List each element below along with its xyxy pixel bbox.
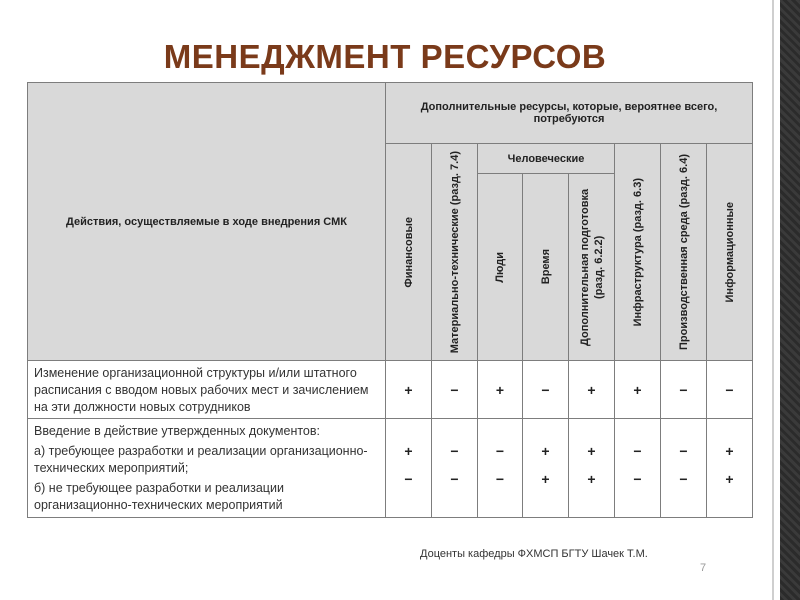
table-cell (568, 360, 615, 419)
sign-mark: + (725, 471, 734, 487)
sign-mark: − (450, 381, 459, 398)
sign-mark: − (450, 443, 459, 459)
human-header (477, 143, 615, 174)
column-header-text: Дополнительная подготовка (разд. 6.2.2) (578, 188, 605, 346)
action-text-line: Изменение организационной структуры и/или штатного расписания с вводом новых рабочих мест и зачислением на эти должности новых сотрудников (34, 366, 369, 414)
column-header-text: Люди (494, 251, 506, 283)
action-text-line: Введение в действие утвержденных документов: (34, 424, 320, 438)
sign-mark: − (450, 471, 459, 487)
column-header-text: Материально-технические (разд. 7.4) (448, 150, 461, 354)
decorative-sidebar (780, 0, 800, 600)
table-cell (614, 360, 661, 419)
table-cell (614, 418, 661, 518)
table-cell (660, 418, 707, 518)
sign-mark: + (587, 443, 596, 459)
column-header (660, 143, 707, 361)
action-header-text: Действия, осуществляемые в ходе внедрения СМК (66, 215, 347, 228)
column-header-text: Финансовые (402, 216, 415, 288)
table-cell (385, 418, 432, 518)
page-number: 7 (700, 562, 707, 574)
human-header-text: Человеческие (507, 152, 585, 165)
sign-mark: + (404, 443, 413, 459)
table-cell (431, 418, 478, 518)
column-header (477, 173, 523, 361)
sign-mark: + (633, 381, 642, 398)
column-header (614, 143, 661, 361)
sidebar-divider (772, 0, 774, 600)
column-header-text: Информационные (723, 201, 736, 303)
column-header (522, 173, 569, 361)
sign-mark: − (679, 471, 688, 487)
table-cell (706, 360, 753, 419)
column-header-text: Производственная среда (разд. 6.4) (677, 154, 690, 350)
sign-mark: − (633, 443, 642, 459)
sign-mark: + (587, 471, 596, 487)
column-header-text: Время (539, 249, 552, 285)
table-cell (477, 418, 523, 518)
table-cell (706, 418, 753, 518)
sign-mark: + (404, 381, 413, 398)
action-header (27, 82, 386, 361)
sign-mark: + (587, 381, 596, 398)
action-text-line: б) не требующее разработки и реализации организационно-технических мероприятий (34, 481, 284, 512)
table-cell (568, 418, 615, 518)
sign-mark: − (679, 443, 688, 459)
table-cell (660, 360, 707, 419)
sign-mark: − (679, 381, 688, 398)
sign-mark: + (495, 381, 505, 398)
slide-title: МЕНЕДЖМЕНТ РЕСУРСОВ (163, 38, 607, 75)
sign-mark: − (404, 471, 413, 487)
resources-header (385, 82, 753, 144)
column-header (431, 143, 478, 361)
sign-mark: − (725, 381, 734, 398)
table-cell (431, 360, 478, 419)
table-cell (522, 418, 569, 518)
column-header-text: Инфраструктура (разд. 6.3) (631, 177, 644, 327)
table-cell (477, 360, 523, 419)
action-text-line: а) требующее разработки и реализации организационно-технических мероприятий; (34, 444, 368, 475)
sign-mark: − (541, 381, 550, 398)
sign-mark: + (541, 443, 550, 459)
column-header (706, 143, 753, 361)
table-row-action (27, 418, 386, 518)
sign-mark: − (495, 471, 505, 487)
sign-mark: − (633, 471, 642, 487)
column-header (385, 143, 432, 361)
column-header (568, 173, 615, 361)
sign-mark: + (541, 471, 550, 487)
table-cell (385, 360, 432, 419)
resources-header-text: Дополнительные ресурсы, которые, вероятнее всего, потребуются (420, 101, 718, 125)
table-cell (522, 360, 569, 419)
sign-mark: + (725, 443, 734, 459)
footer-author: Доценты кафедры ФХМСП БГТУ Шачек Т.М. (420, 548, 648, 560)
sign-mark: − (495, 443, 505, 459)
table-row-action (27, 360, 386, 419)
